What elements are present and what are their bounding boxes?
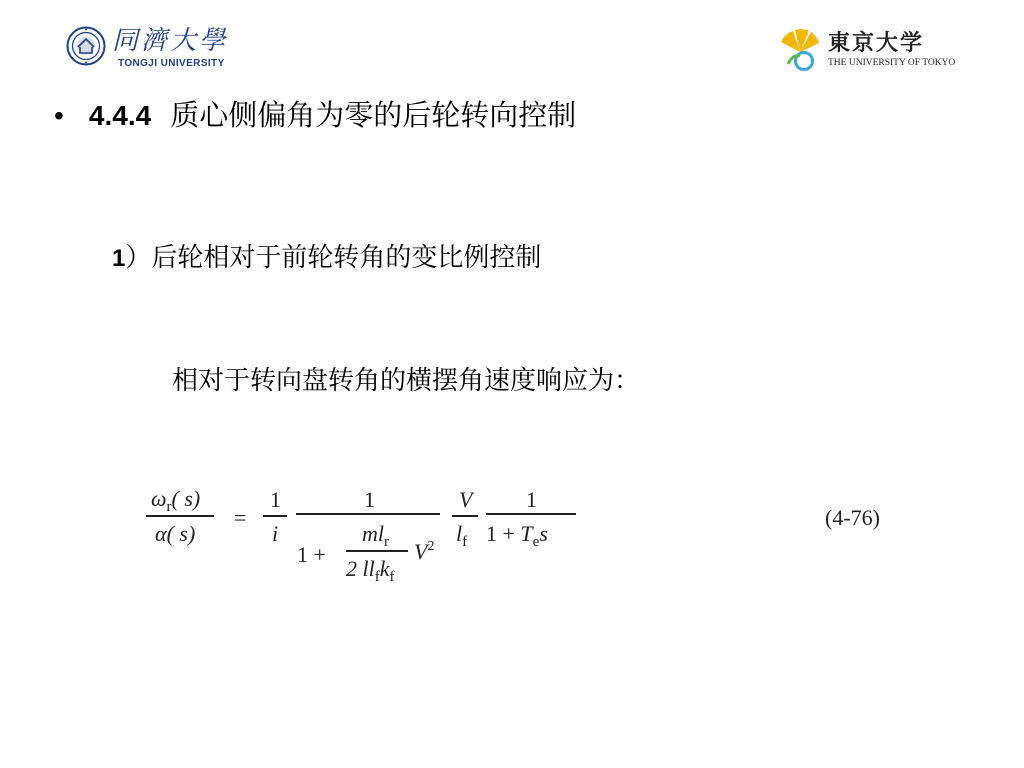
gain-fraction-bar bbox=[263, 515, 287, 517]
subsection-title: ）后轮相对于前轮转角的变比例控制 bbox=[125, 243, 542, 273]
stability-factor-denominator: 2 $ll_fk_f$ bbox=[346, 556, 395, 585]
tokyo-name-cn: 東京大学 bbox=[828, 30, 925, 56]
equation-number: (4-76) bbox=[825, 505, 880, 530]
body-text: 相对于转向盘转角的横摆角速度响应为： bbox=[172, 366, 641, 396]
stability-factor-fraction-bar bbox=[346, 550, 408, 552]
lhs-fraction-bar bbox=[146, 515, 214, 517]
lag-fraction-bar bbox=[486, 513, 576, 515]
lag-numerator: 1 bbox=[526, 487, 537, 512]
tongji-university-logo bbox=[66, 24, 246, 72]
lhs-numerator: $\omega_r$( s) bbox=[151, 486, 201, 515]
section-title: 质心侧偏角为零的后轮转向控制 bbox=[170, 98, 577, 132]
equals-sign: = bbox=[234, 505, 247, 530]
ginkgo-emblem-icon bbox=[778, 28, 822, 72]
gain-numerator: 1 bbox=[270, 487, 281, 512]
stability-one-plus: 1 + bbox=[297, 542, 326, 567]
stability-numerator: 1 bbox=[364, 487, 375, 512]
stability-fraction-bar bbox=[296, 513, 440, 515]
gain-denominator: i bbox=[272, 521, 279, 546]
tongji-name-cn: 同濟大學 bbox=[112, 26, 229, 56]
tongji-seal-icon bbox=[66, 26, 106, 66]
subsection-number: 1 bbox=[112, 245, 126, 272]
lhs-denominator: α( s) bbox=[155, 521, 196, 546]
section-heading bbox=[54, 93, 576, 137]
tokyo-name-en: THE UNIVERSITY OF TOKYO bbox=[828, 58, 956, 68]
university-of-tokyo-logo bbox=[778, 28, 954, 76]
velocity-squared: $V^2$ bbox=[414, 539, 435, 564]
bullet-icon: • bbox=[54, 100, 64, 131]
v-fraction-bar bbox=[452, 515, 478, 517]
v-denominator: $l_f$ bbox=[456, 521, 468, 550]
lag-denominator: $1 + T_es$ bbox=[486, 521, 548, 550]
v-numerator: V bbox=[459, 487, 473, 512]
stability-factor-numerator: $ml_r$ bbox=[362, 521, 389, 550]
tongji-name-en: TONGJI UNIVERSITY bbox=[118, 58, 225, 69]
subsection-heading bbox=[112, 238, 541, 281]
section-number: 4.4.4 bbox=[88, 100, 152, 131]
